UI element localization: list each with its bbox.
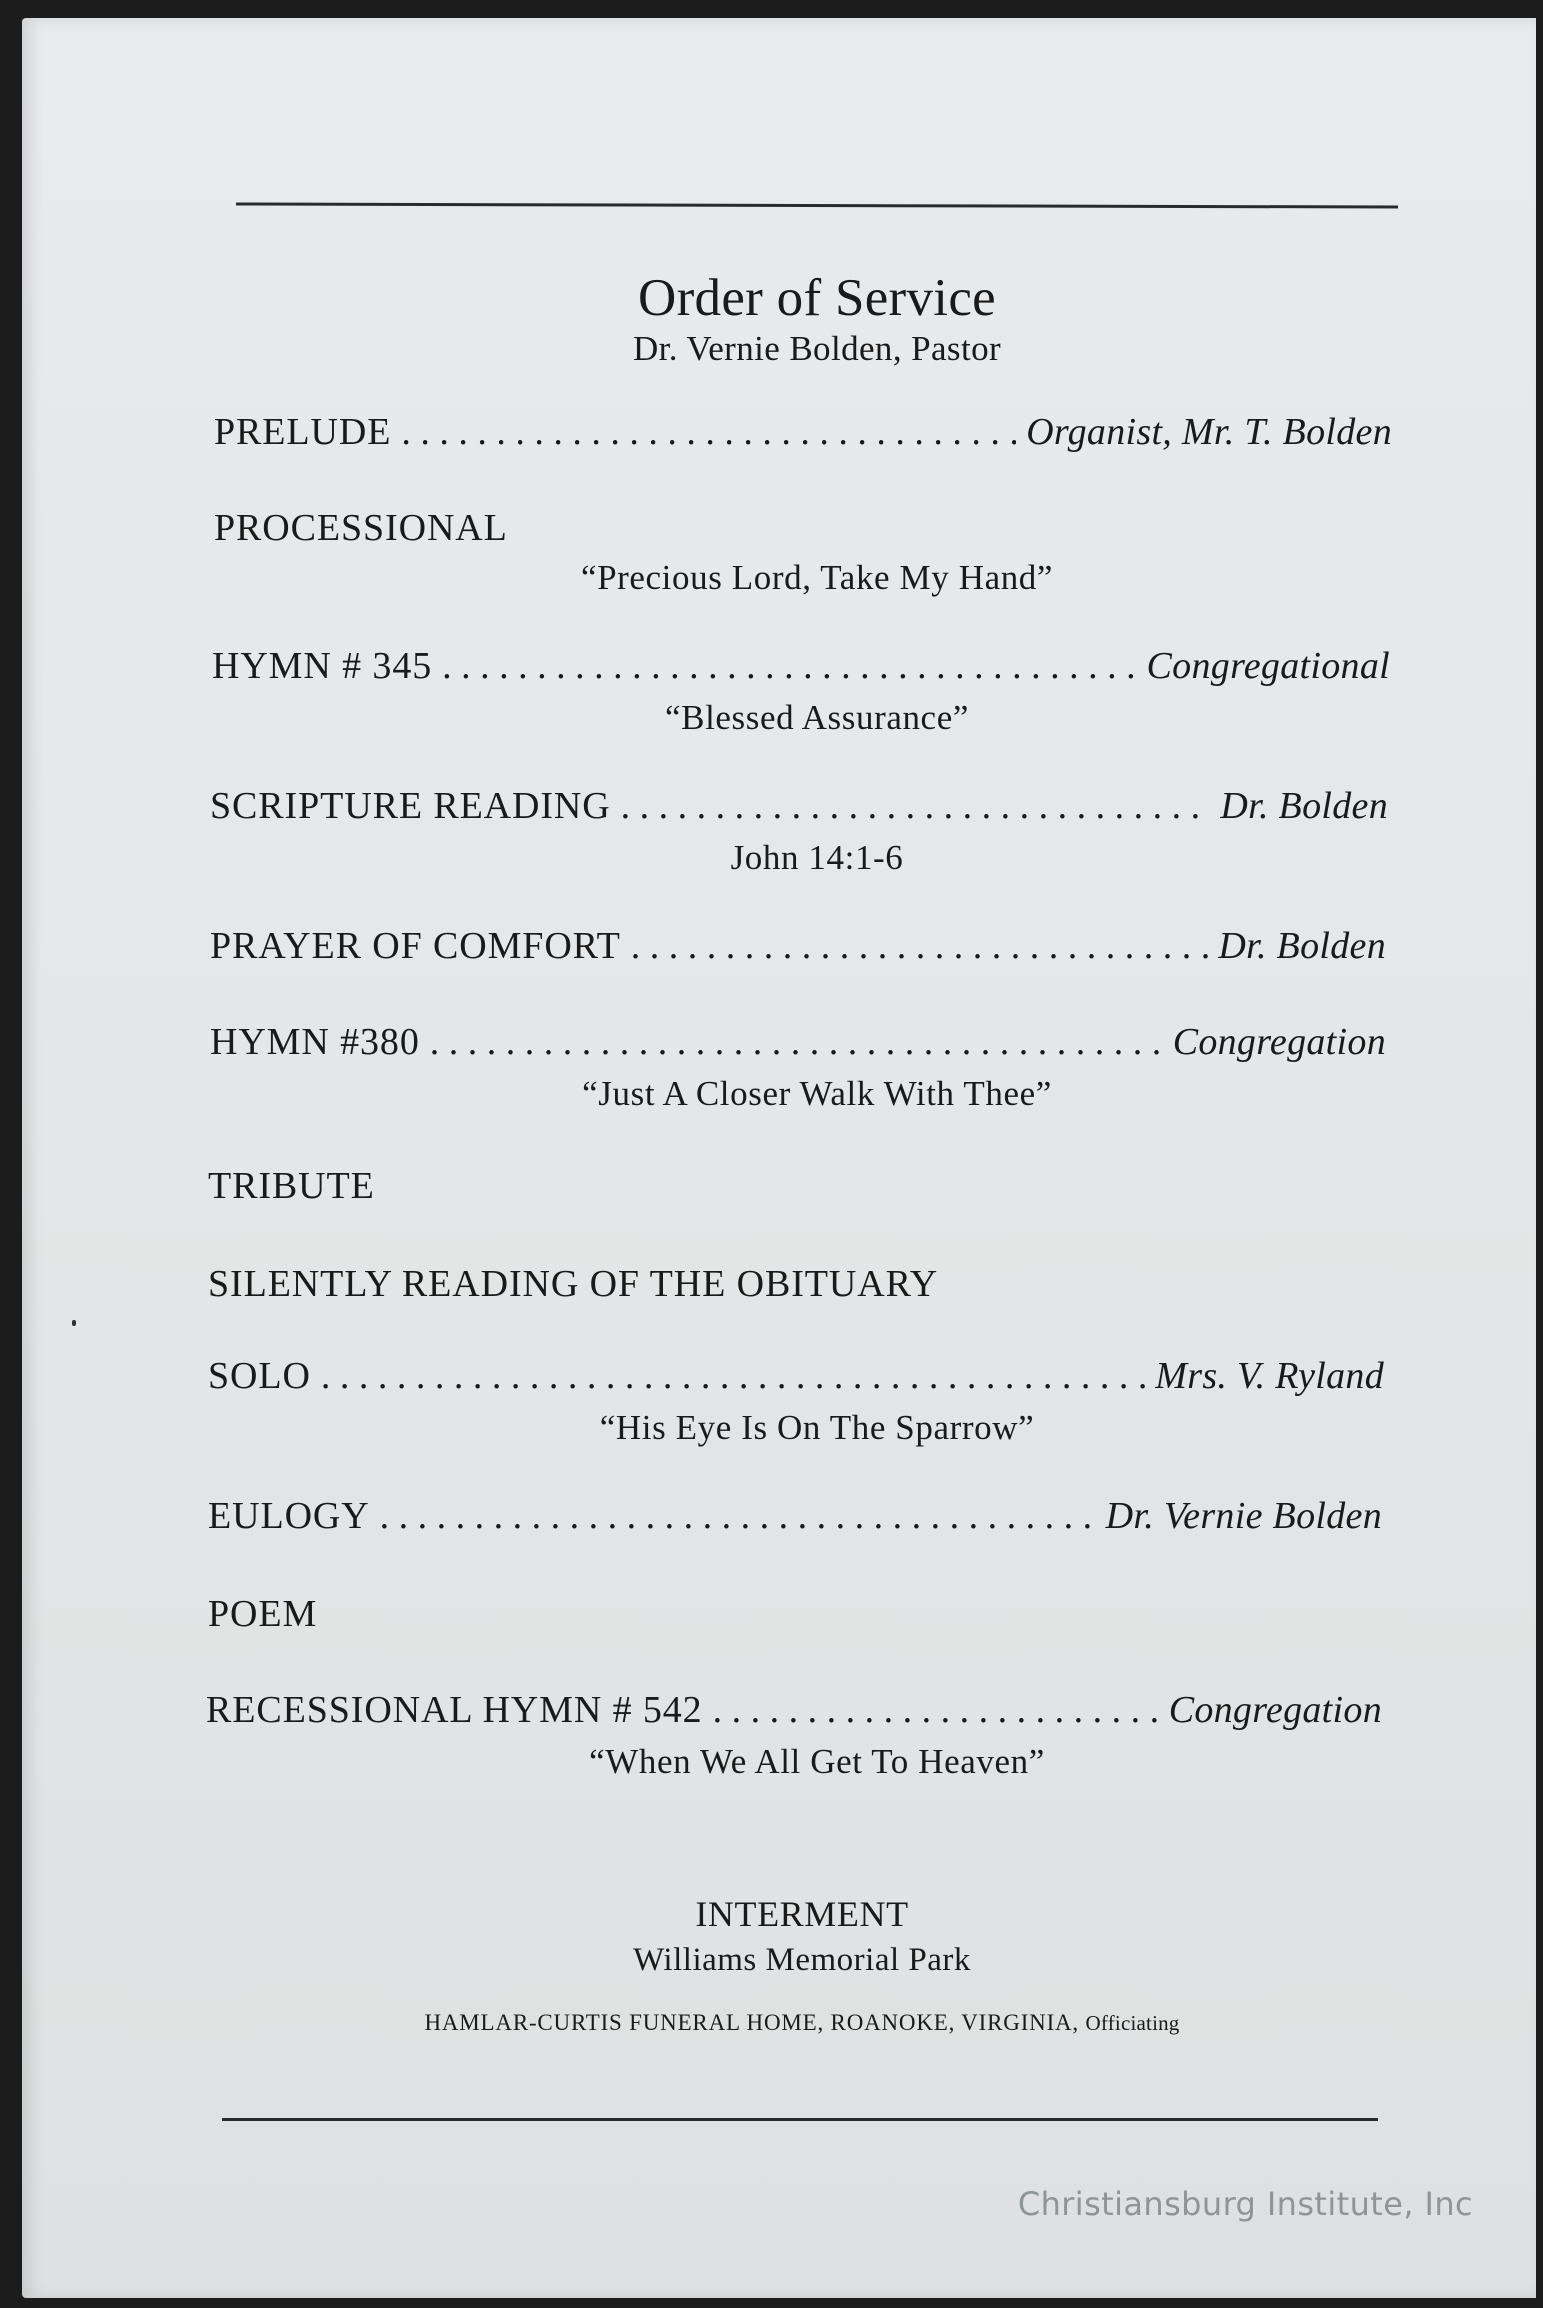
dot-leader: [442, 644, 1136, 688]
item-label: PRELUDE: [214, 411, 392, 453]
item-label: PROCESSIONAL: [214, 507, 508, 549]
program-item-scripture-reading: [210, 784, 1388, 828]
item-person: Organist, Mr. T. Bolden: [1026, 411, 1392, 453]
dot-leader: [380, 1494, 1096, 1538]
item-label: SCRIPTURE READING: [210, 785, 611, 827]
top-divider: [236, 202, 1398, 208]
interment-heading: INTERMENT: [695, 1894, 909, 1934]
pastor-subtitle: Dr. Vernie Bolden, Pastor: [632, 329, 1002, 368]
page-title: Order of Service: [638, 269, 996, 327]
item-person: Congregation: [1168, 1689, 1382, 1731]
dot-leader: [621, 784, 1211, 828]
program-item-tribute: [208, 1164, 375, 1208]
dot-leader: [401, 410, 1016, 454]
item-label: EULOGY: [208, 1495, 370, 1537]
item-person: Congregation: [1172, 1021, 1386, 1063]
funeral-home-line: [22, 2010, 1543, 2036]
item-person: Dr. Bolden: [1218, 925, 1386, 967]
program-item-poem: [208, 1592, 317, 1636]
cemetery-name: Williams Memorial Park: [633, 1942, 971, 1978]
item-label: RECESSIONAL HYMN # 542: [206, 1689, 703, 1731]
item-label: SILENTLY READING OF THE OBITUARY: [208, 1263, 939, 1305]
item-detail: John 14:1-6: [730, 838, 904, 877]
program-item-solo: [208, 1354, 1384, 1398]
item-label: TRIBUTE: [208, 1165, 375, 1207]
item-label: HYMN # 345: [212, 645, 433, 687]
item-person: Mrs. V. Ryland: [1155, 1355, 1384, 1397]
dot-leader: [321, 1354, 1145, 1398]
item-detail: “Just A Closer Walk With Thee”: [582, 1074, 1052, 1113]
program-item-hymn-380: [210, 1020, 1386, 1064]
watermark: Christiansburg Institute, Inc: [1017, 2185, 1473, 2223]
program-page: [22, 18, 1536, 2298]
program-item-processional: [214, 506, 508, 550]
dot-leader: [713, 1688, 1159, 1732]
item-person: Dr. Bolden: [1220, 785, 1388, 827]
program-item-hymn-345: [212, 644, 1390, 688]
dot-leader: [631, 924, 1209, 968]
item-detail: “Precious Lord, Take My Hand”: [580, 558, 1054, 597]
item-person: Congregational: [1146, 645, 1390, 687]
paper-speck: [72, 1320, 76, 1326]
program-item-eulogy: [208, 1494, 1382, 1538]
item-label: SOLO: [208, 1355, 311, 1397]
item-detail: “When We All Get To Heaven”: [589, 1742, 1045, 1781]
officiating-label: Officiating: [1085, 2011, 1180, 2035]
item-label: PRAYER OF COMFORT: [210, 925, 621, 967]
program-item-prelude: [214, 410, 1392, 454]
item-detail: “Blessed Assurance”: [665, 698, 969, 737]
item-label: HYMN #380: [210, 1021, 420, 1063]
dot-leader: [430, 1020, 1163, 1064]
item-label: POEM: [208, 1593, 318, 1635]
program-item-obituary: [208, 1262, 938, 1306]
program-item-prayer-of-comfort: [210, 924, 1386, 968]
item-detail: “His Eye Is On The Sparrow”: [599, 1408, 1035, 1447]
funeral-home-name: HAMLAR-CURTIS FUNERAL HOME, ROANOKE, VIRGINIA,: [424, 2010, 1079, 2035]
program-item-recessional: [206, 1688, 1382, 1732]
item-person: Dr. Vernie Bolden: [1105, 1495, 1382, 1537]
bottom-divider: [222, 2118, 1378, 2121]
